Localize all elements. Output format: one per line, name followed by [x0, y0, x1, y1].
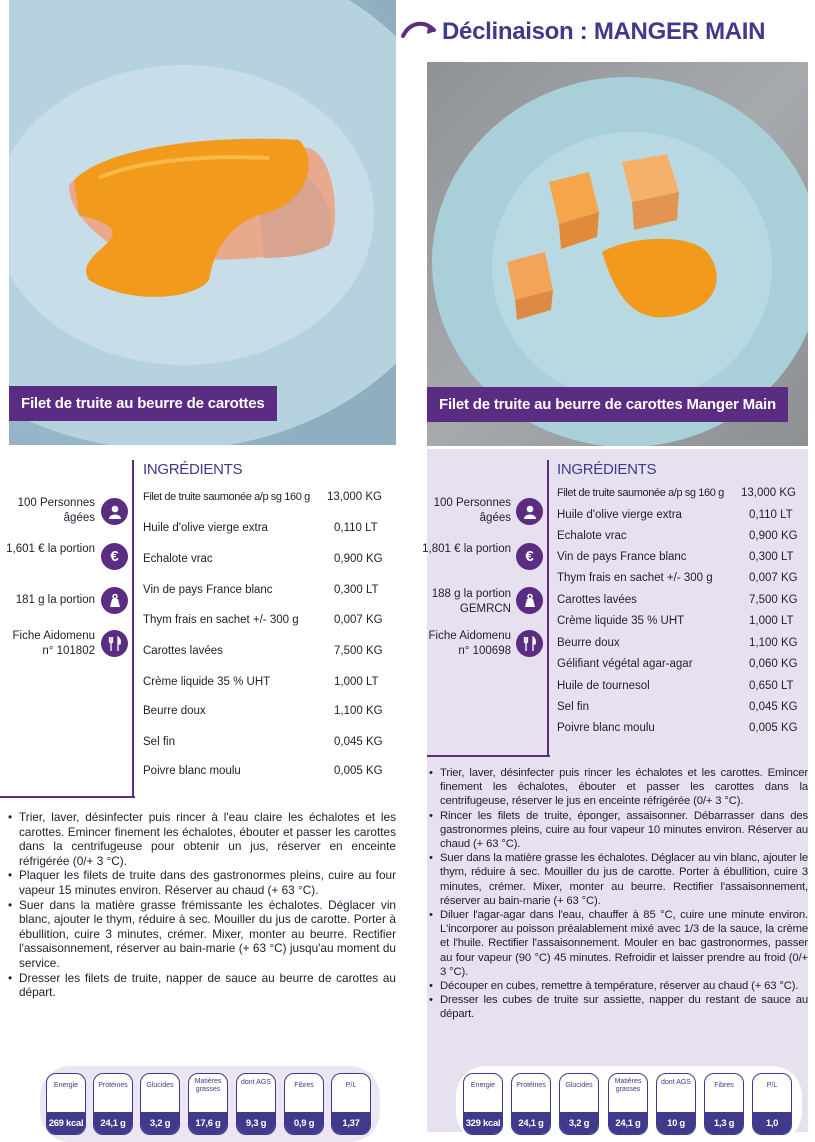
- ingredient-name: Filet de truite saumonée a/p sg 160 g: [143, 491, 310, 503]
- price-text: 1,801 € la portion: [422, 543, 511, 555]
- step-item: • Plaquer les filets de truite dans des gastronormes pleins, cuire au four vapeur 15 minutes environ. Réserver au chaud (+ 63 °C).: [8, 868, 396, 897]
- curved-arrow-icon: [400, 18, 440, 46]
- weight-icon: [516, 587, 543, 614]
- plate-illustration: [9, 0, 396, 445]
- step-item: • Dresser les cubes de truite sur assiette, napper du restant de sauce au départ.: [429, 993, 808, 1021]
- ingredient-name: Huile de tournesol: [557, 680, 650, 692]
- step-item: • Dresser les filets de truite, napper de sauce au beurre de carottes au départ.: [8, 971, 396, 1000]
- cutlery-icon: [516, 630, 543, 657]
- page-header: [400, 14, 810, 54]
- person-icon: [101, 498, 128, 525]
- step-item: • Rincer les filets de truite, éponger, assaisonner. Débarrasser dans des gastronormes pleins, cuire au four vapeur 10 minutes environ. Réserver au chaud (+ 63 °C).: [429, 809, 808, 852]
- euro-icon: €: [101, 543, 128, 570]
- ingredient-name: Vin de pays France blanc: [143, 584, 273, 596]
- ingredient-name: Crème liquide 35 % UHT: [143, 676, 271, 688]
- portion-text: 181 g la portion: [15, 594, 95, 606]
- ingredient-name: Beurre doux: [143, 705, 206, 717]
- nutrition-energy: Energie 269 kcal: [46, 1073, 86, 1135]
- step-item: • Découper en cubes, remettre à température, réserver au chaud (+ 63 °C).: [429, 979, 808, 993]
- dish-photo-left: [9, 0, 396, 445]
- ingredient-name: Sel fin: [143, 736, 175, 748]
- ingredient-qty: 7,500 KG: [334, 645, 383, 657]
- ingredient-name: Gélifiant végétal agar-agar: [557, 658, 693, 670]
- page-title: Déclinaison : MANGER MAIN: [442, 18, 766, 45]
- step-item: • Suer dans la matière grasse les échalotes. Déglacer au vin blanc, ajouter le thym, réduire à sec. Mouiller du jus de carotte. Porter à ébullition, cuire 3 minutes, crémer. Mixer, monter au beurre. Rectifier l'assaisonnement, réserver au bain-marie (+ 63 °C).: [429, 851, 808, 908]
- nutrition-energy: Energie 329 kcal: [463, 1073, 503, 1135]
- ingredient-qty: 0,650 LT: [749, 680, 794, 692]
- ingredient-name: Crème liquide 35 % UHT: [557, 615, 685, 627]
- ingredient-name: Thym frais en sachet +/- 300 g: [143, 614, 299, 626]
- nutrition-saturated: dont AGS 10 g: [656, 1073, 696, 1135]
- ingredient-qty: 0,060 KG: [749, 658, 798, 670]
- nutrition-fat: Matières grasses 24,1 g: [608, 1073, 648, 1135]
- person-icon: [516, 498, 543, 525]
- ingredient-name: Beurre doux: [557, 637, 620, 649]
- nutrition-fat: Matières grasses 17,6 g: [188, 1073, 228, 1135]
- ingredient-qty: 1,100 KG: [334, 705, 383, 717]
- ingredient-qty: 7,500 KG: [749, 594, 798, 606]
- ingredient-qty: 1,100 KG: [749, 637, 798, 649]
- ingredient-name: Poivre blanc moulu: [143, 765, 241, 777]
- ingredient-name: Echalote vrac: [143, 553, 213, 565]
- ingredient-qty: 1,000 LT: [334, 676, 379, 688]
- euro-icon: €: [516, 543, 543, 570]
- ingredient-qty: 0,005 KG: [749, 722, 798, 734]
- ingredient-qty: 0,900 KG: [749, 530, 798, 542]
- servings-text: 100 Personnes âgées: [433, 497, 511, 524]
- ingredient-name: Huile d'olive vierge extra: [557, 509, 682, 521]
- nutrition-saturated: dont AGS 9,3 g: [236, 1073, 276, 1135]
- dish-photo-right: [427, 62, 808, 446]
- nutrition-fibre: Fibres 1,3 g: [704, 1073, 744, 1135]
- ingredient-qty: 0,300 LT: [334, 584, 379, 596]
- ingredient-name: Huile d'olive vierge extra: [143, 522, 268, 534]
- step-item: • Suer dans la matière grasse frémissante les échalotes. Déglacer vin blanc, ajouter le thym, réduire à sec. Mouiller du jus de carotte. Porter à ébullition, cuire 3 minutes, crémer. Mixer, monter au beurre. Rectifier l'assaisonnement, réserver au bain-marie (+ 63 °C) jusqu'au moment du service.: [8, 898, 396, 971]
- portion-text: 188 g la portion GEMRCN: [431, 588, 511, 615]
- ingredient-qty: 0,300 LT: [749, 551, 794, 563]
- weight-icon: [101, 587, 128, 614]
- ingredient-qty: 13,000 KG: [741, 487, 796, 499]
- recipe-sheet-text: Fiche Aidomenu n° 101802: [12, 630, 95, 657]
- price-text: 1,601 € la portion: [6, 543, 95, 555]
- ingredient-name: Thym frais en sachet +/- 300 g: [557, 572, 713, 584]
- recipe-sheet-text: Fiche Aidomenu n° 100698: [428, 630, 511, 657]
- dish-caption-left: Filet de truite au beurre de carottes: [9, 386, 277, 421]
- ingredient-qty: 0,110 LT: [749, 509, 793, 521]
- ingredient-qty: 0,045 KG: [749, 701, 798, 713]
- section-divider: [427, 755, 550, 757]
- nutrition-pl-ratio: P/L 1,0: [752, 1073, 792, 1135]
- ingredients-heading: INGRÉDIENTS: [557, 461, 657, 478]
- ingredient-name: Sel fin: [557, 701, 589, 713]
- ingredients-heading: INGRÉDIENTS: [143, 461, 243, 478]
- column-divider: [132, 460, 134, 796]
- ingredient-qty: 13,000 KG: [327, 491, 382, 503]
- dish-caption-right: Filet de truite au beurre de carottes Manger Main: [427, 387, 788, 422]
- cutlery-icon: [101, 630, 128, 657]
- preparation-steps: [429, 766, 808, 1022]
- step-item: • Trier, laver, désinfecter puis rincer à l'eau claire les échalotes et les carottes. Emincer finement les échalotes, ébouter et passer les carottes dans la centrifugeuse pour obtenir un jus, réserver en enceinte réfrigérée (0/+ 3 °C).: [8, 810, 396, 868]
- nutrition-carbs: Glucides 3,2 g: [140, 1073, 180, 1135]
- ingredient-qty: 0,045 KG: [334, 736, 383, 748]
- nutrition-protein: Protéines 24,1 g: [93, 1073, 133, 1135]
- ingredient-name: Filet de truite saumonée a/p sg 160 g: [557, 487, 724, 499]
- nutrition-carbs: Glucides 3,2 g: [559, 1073, 599, 1135]
- ingredient-qty: 0,110 LT: [334, 522, 378, 534]
- nutrition-pl-ratio: P/L 1,37: [331, 1073, 371, 1135]
- ingredient-name: Poivre blanc moulu: [557, 722, 655, 734]
- nutrition-fibre: Fibres 0,9 g: [284, 1073, 324, 1135]
- ingredient-name: Echalote vrac: [557, 530, 627, 542]
- section-divider: [0, 796, 135, 798]
- ingredient-qty: 0,005 KG: [334, 765, 383, 777]
- step-item: • Diluer l'agar-agar dans l'eau, chauffer à 85 °C, cuire une minute environ. L'incorporer au poisson préalablement mixé avec 1/3 de la sauce, la crème et l'huile. Rectifier l'assaisonnement. Mouler en bac gastronormes, passer au four vapeur (90 °C) 45 minutes. Refroidir et laisser prendre au froid (0/+ 3 °C).: [429, 908, 808, 979]
- ingredient-name: Carottes lavées: [557, 594, 637, 606]
- column-divider: [547, 460, 549, 755]
- ingredient-name: Carottes lavées: [143, 645, 223, 657]
- ingredient-qty: 0,007 KG: [749, 572, 798, 584]
- step-item: • Trier, laver, désinfecter puis rincer les échalotes et les carottes. Emincer finement les échalotes, ébouter et passer les carottes dans la centrifugeuse, réserver le jus en enceinte réfrigérée (0/+ 3 °C).: [429, 766, 808, 809]
- ingredient-qty: 1,000 LT: [749, 615, 794, 627]
- nutrition-protein: Protéines 24,1 g: [511, 1073, 551, 1135]
- ingredient-name: Vin de pays France blanc: [557, 551, 687, 563]
- ingredient-qty: 0,900 KG: [334, 553, 383, 565]
- preparation-steps: [8, 810, 396, 1000]
- servings-text: 100 Personnes âgées: [17, 497, 95, 524]
- ingredient-qty: 0,007 KG: [334, 614, 383, 626]
